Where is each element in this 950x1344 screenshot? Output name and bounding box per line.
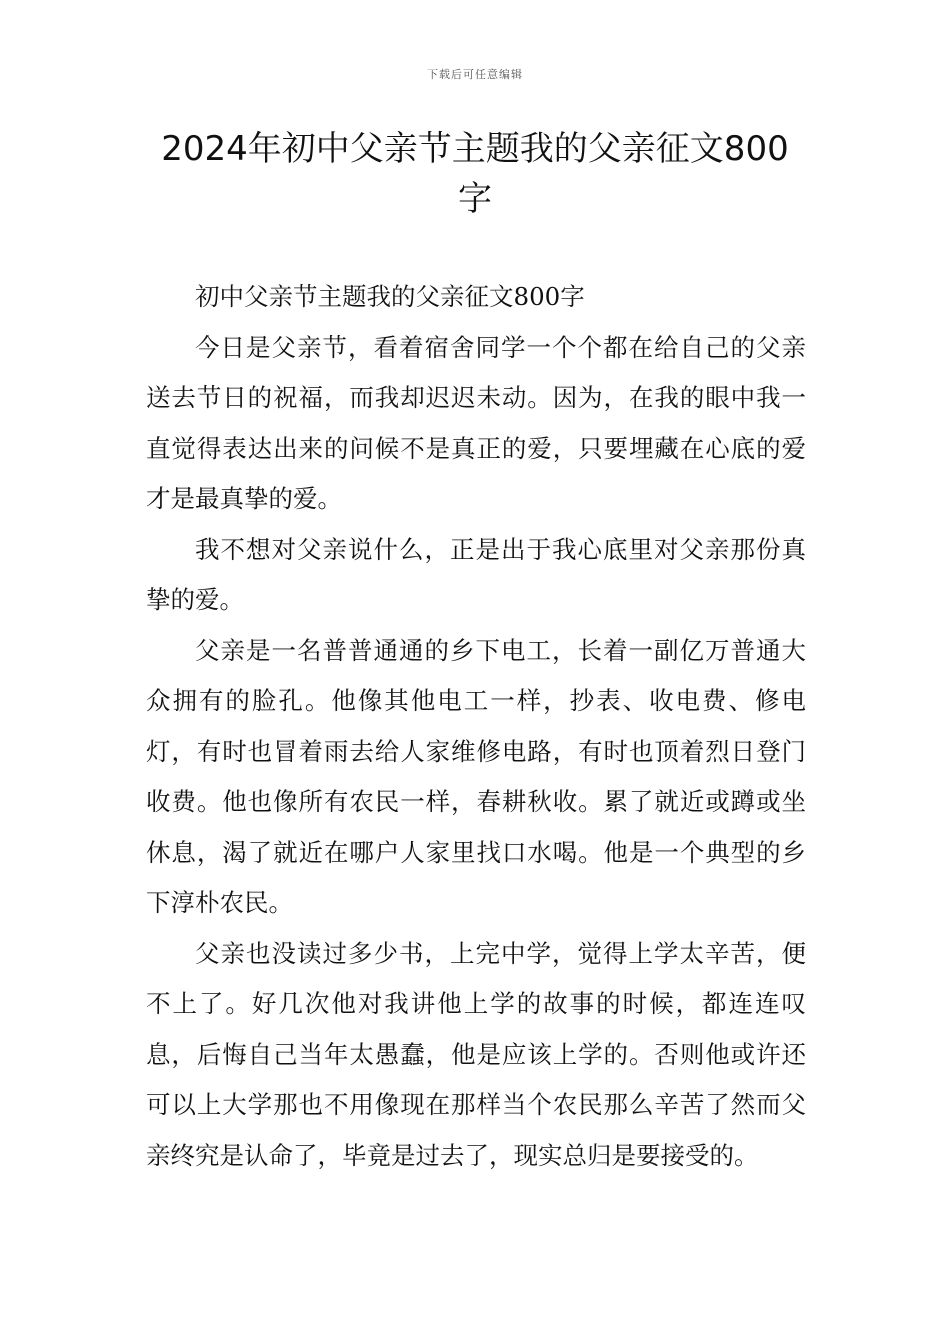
paragraph-subtitle: 初中父亲节主题我的父亲征文800字 [195, 282, 585, 311]
paragraph: 父亲是一名普普通通的乡下电工，长着一副亿万普通大众拥有的脸孔。他像其他电工一样，抄表、收电费、修电灯，有时也冒着雨去给人家维修电路，有时也顶着烈日登门收费。他也像所有农民一样，春耕秋收。累了就近或蹲或坐休息，渴了就近在哪户人家里找口水喝。他是一个典型的乡下淳朴农民。 [146, 635, 806, 917]
paragraph: 我不想对父亲说什么，正是出于我心底里对父亲那份真挚的爱。 [146, 534, 806, 614]
paragraph: 今日是父亲节，看着宿舍同学一个个都在给自己的父亲送去节日的祝福，而我却迟迟未动。因为，在我的眼中我一直觉得表达出来的问候不是真正的爱，只要埋藏在心底的爱才是最真挚的爱。 [146, 332, 806, 513]
paragraph: 父亲也没读过多少书，上完中学，觉得上学太辛苦，便不上了。好几次他对我讲他上学的故事的时候，都连连叹息，后悔自己当年太愚蠢，他是应该上学的。否则他或许还可以上大学那也不用像现在那样当个农民那么辛苦了然而父亲终究是认命了，毕竟是过去了，现实总归是要接受的。 [146, 938, 806, 1170]
document-title: 2024年初中父亲节主题我的父亲征文800字 [161, 129, 789, 219]
header-note: 下载后可任意编辑 [427, 68, 523, 81]
document-body [146, 272, 806, 1181]
